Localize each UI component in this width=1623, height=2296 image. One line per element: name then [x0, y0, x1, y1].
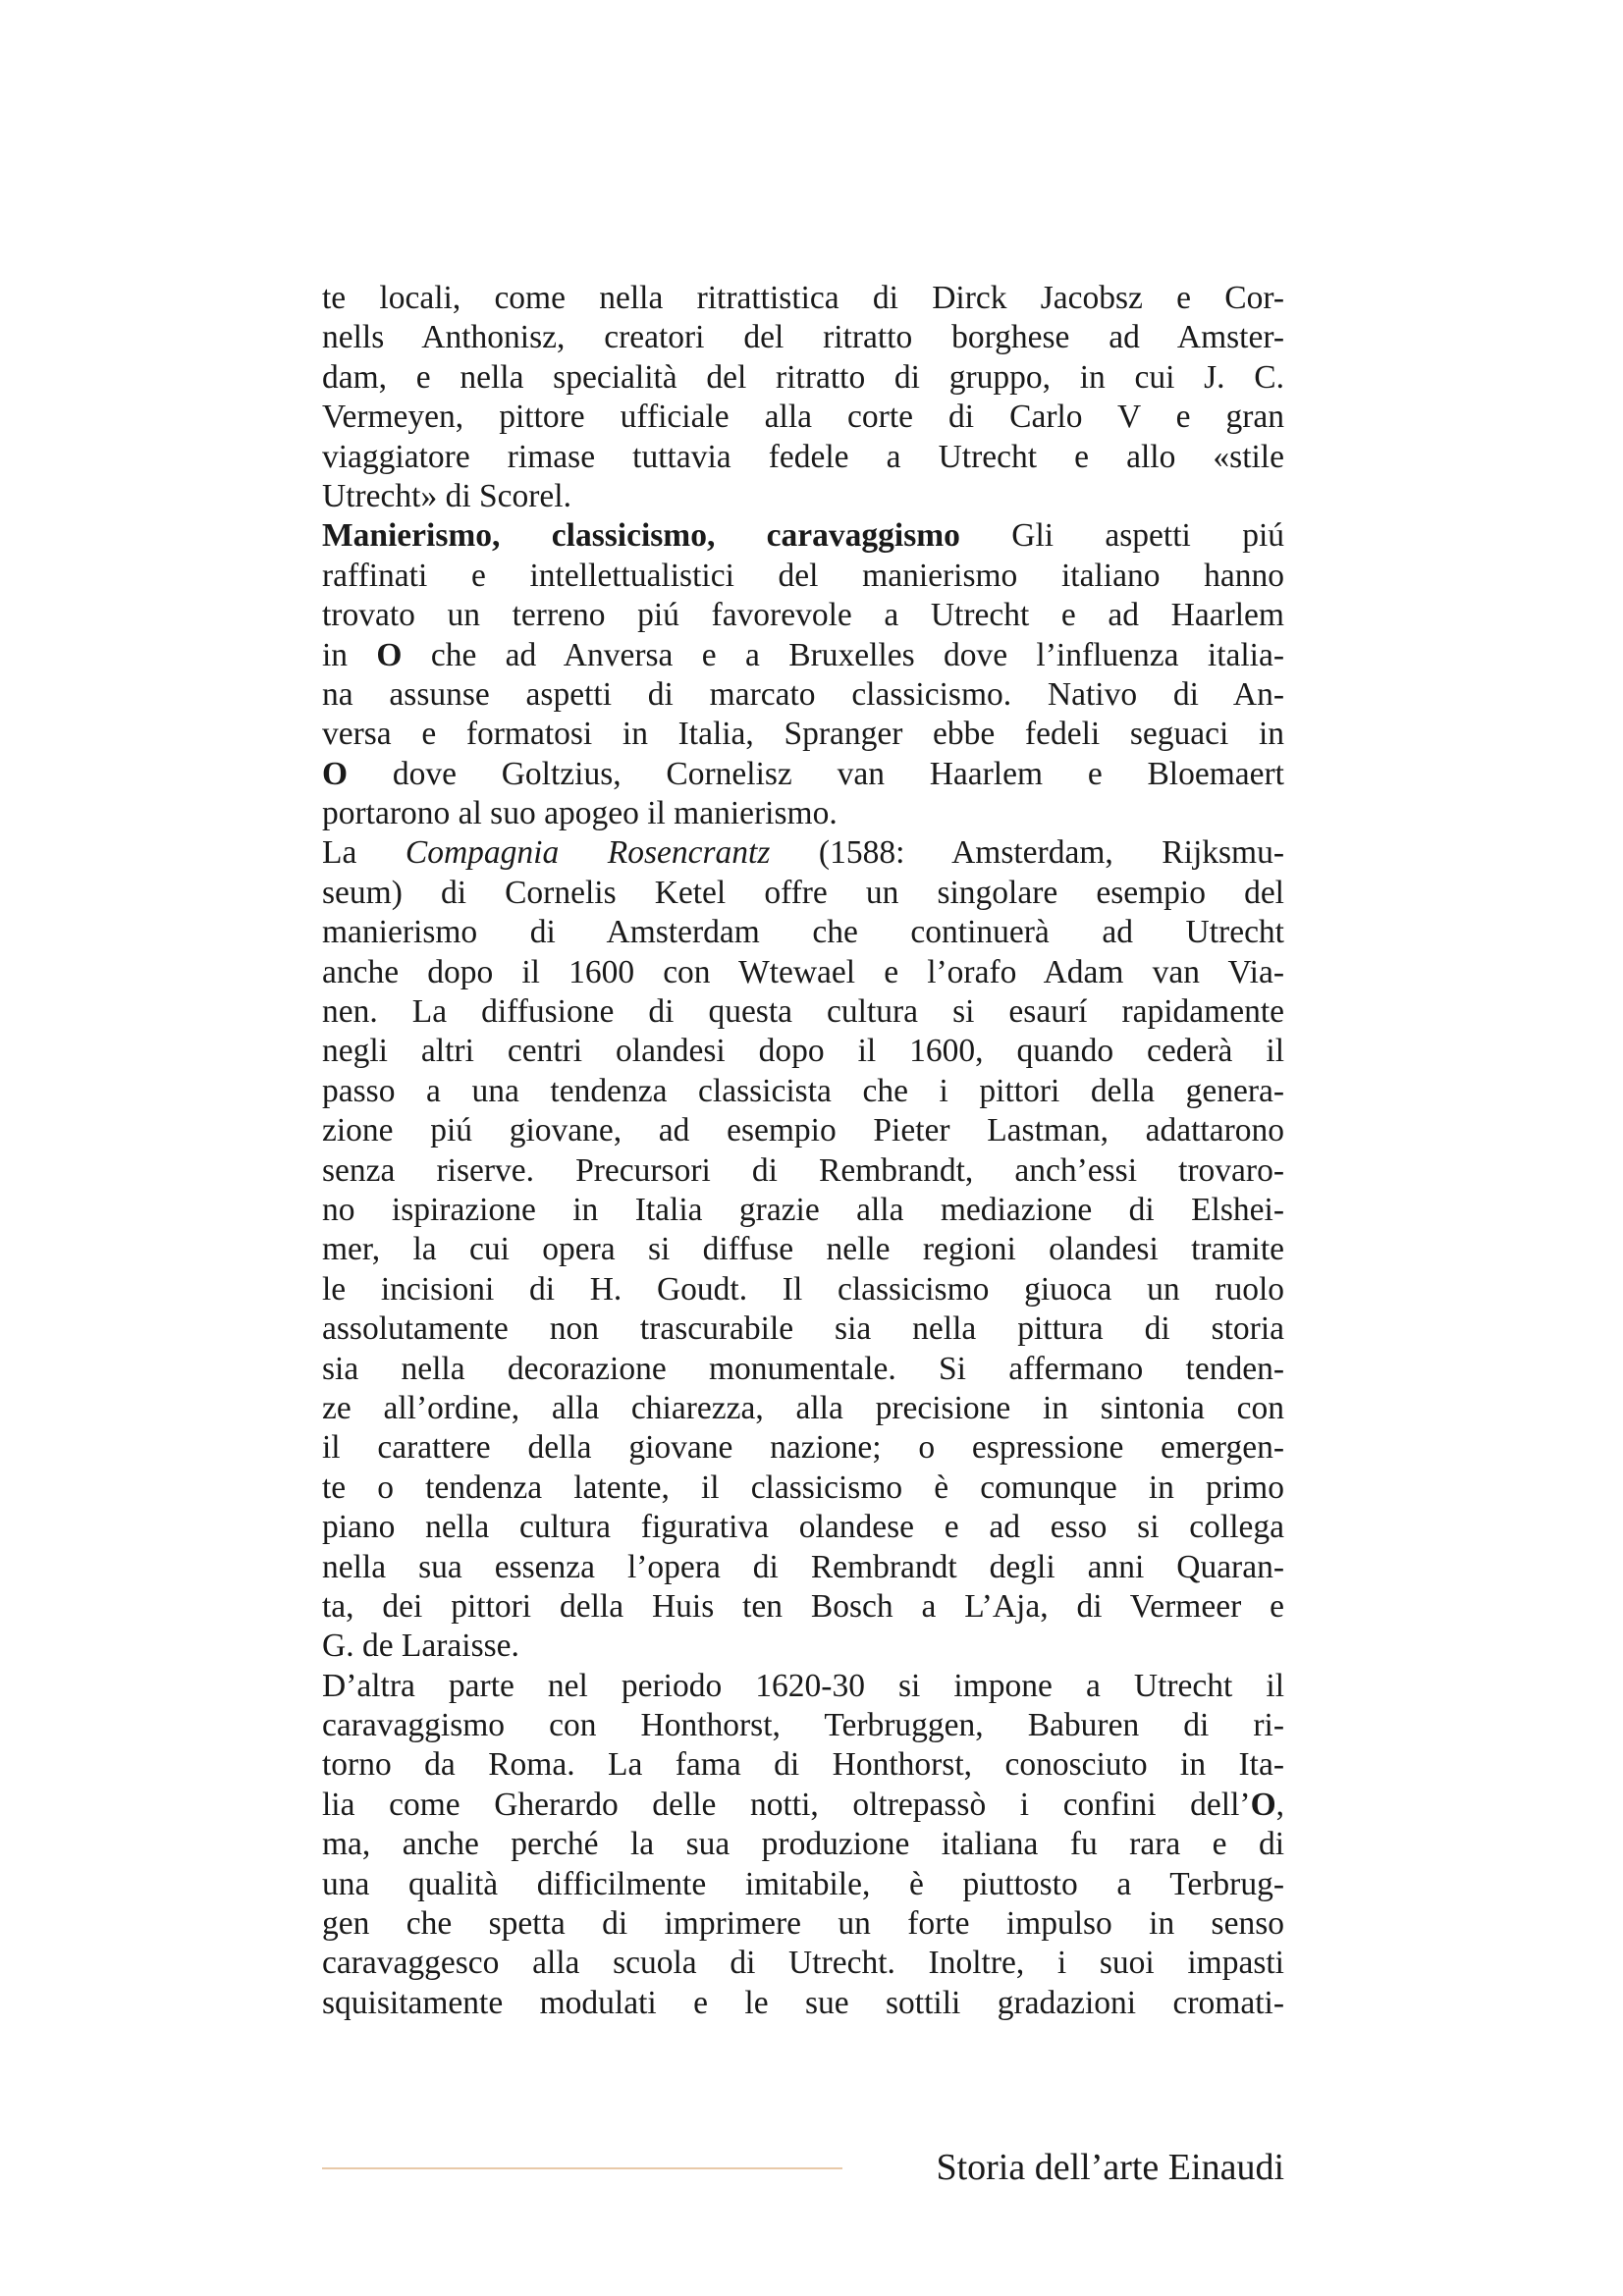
text-fragment: dove Goltzius, Cornelisz van Haarlem e Bloemaert [348, 755, 1284, 792]
text-line: seum) di Cornelis Ketel offre un singolare esempio del [322, 874, 1284, 911]
text-fragment: , [1275, 1786, 1284, 1823]
text-line: ma, anche perché la sua produzione italiana fu rara e di [322, 1826, 1284, 1863]
text-line: senza riserve. Precursori di Rembrandt, anch’essi trovaro- [322, 1151, 1284, 1189]
text-line: no ispirazione in Italia grazie alla mediazione di Elshei- [322, 1191, 1284, 1228]
text-line [322, 833, 1284, 873]
text-line: negli altri centri olandesi dopo il 1600, quando cederà il [322, 1033, 1284, 1070]
text-line: nella sua essenza l’opera di Rembrandt degli anni Quaran- [322, 1548, 1284, 1585]
text-line: G. de Laraisse. [322, 1628, 519, 1665]
text-line: D’altra parte nel periodo 1620-30 si impone a Utrecht il [322, 1667, 1284, 1704]
section-heading: Manierismo, classicismo, caravaggismo [322, 517, 960, 555]
footer-rule [322, 2167, 842, 2169]
text-line [322, 636, 1284, 675]
text-line: versa e formatosi in Italia, Spranger ebbe fedeli seguaci in [322, 716, 1284, 753]
text-line [322, 755, 1284, 794]
text-line: te o tendenza latente, il classicismo è comunque in primo [322, 1468, 1284, 1506]
text-line: le incisioni di H. Goudt. Il classicismo giuoca un ruolo [322, 1270, 1284, 1308]
body-text [322, 279, 1284, 2023]
text-fragment: in [322, 636, 377, 673]
text-line: torno da Roma. La fama di Honthorst, conosciuto in Ita- [322, 1746, 1284, 1784]
text-line: piano nella cultura figurativa olandese e ad esso si collega [322, 1509, 1284, 1546]
text-line: na assunse aspetti di marcato classicismo. Nativo di An- [322, 675, 1284, 713]
text-line: Vermeyen, pittore ufficiale alla corte di Carlo V e gran [322, 399, 1284, 436]
text-line: gen che spetta di imprimere un forte impulso in senso [322, 1905, 1284, 1943]
text-line [322, 1786, 1284, 1825]
text-line: ze all’ordine, alla chiarezza, alla precisione in sintonia con [322, 1389, 1284, 1426]
text-line: squisitamente modulati e le sue sottili gradazioni cromati- [322, 1984, 1284, 2021]
text-line: Utrecht» di Scorel. [322, 477, 571, 514]
text-line: viaggiatore rimase tuttavia fedele a Utrecht e allo «stile [322, 438, 1284, 475]
text-fragment: Gli aspetti piú [959, 517, 1284, 555]
entry-abbreviation: O [322, 755, 349, 792]
text-line: te locali, come nella ritrattistica di Dirck Jacobsz e Cor- [322, 280, 1284, 316]
artwork-title: Compagnia Rosencrantz [405, 834, 771, 872]
text-line: zione piú giovane, ad esempio Pieter Lastman, adattarono [322, 1112, 1284, 1149]
text-line: trovato un terreno piú favorevole a Utrecht e ad Haarlem [322, 597, 1284, 634]
footer-title: Storia dell’arte Einaudi [936, 2147, 1284, 2188]
text-line: sia nella decorazione monumentale. Si affermano tenden- [322, 1350, 1284, 1387]
text-fragment: (1588: Amsterdam, Rijksmu- [770, 834, 1284, 872]
text-line: dam, e nella specialità del ritratto di gruppo, in cui J. C. [322, 358, 1284, 396]
text-line: il carattere della giovane nazione; o espressione emergen- [322, 1429, 1284, 1467]
text-fragment: che ad Anversa e a Bruxelles dove l’influenza italia- [402, 636, 1285, 673]
text-line: mer, la cui opera si diffuse nelle regioni olandesi tramite [322, 1231, 1284, 1268]
text-line: portarono al suo apogeo il manierismo. [322, 795, 838, 832]
text-fragment: La [322, 834, 406, 872]
text-line: caravaggesco alla scuola di Utrecht. Inoltre, i suoi impasti [322, 1945, 1284, 1982]
text-line: ta, dei pittori della Huis ten Bosch a L’Aja, di Vermeer e [322, 1587, 1284, 1625]
text-line: manierismo di Amsterdam che continuerà ad Utrecht [322, 914, 1284, 951]
text-fragment: lia come Gherardo delle notti, oltrepassò i confini dell’ [322, 1786, 1251, 1823]
entry-abbreviation: O [376, 636, 403, 673]
text-line: caravaggismo con Honthorst, Terbruggen, Baburen di ri- [322, 1707, 1284, 1744]
text-line: passo a una tendenza classicista che i pittori della genera- [322, 1072, 1284, 1109]
text-line: anche dopo il 1600 con Wtewael e l’orafo Adam van Via- [322, 953, 1284, 990]
entry-abbreviation: O [1250, 1786, 1276, 1823]
text-line [322, 516, 1284, 556]
text-line: una qualità difficilmente imitabile, è piuttosto a Terbrug- [322, 1865, 1284, 1902]
text-line: nen. La diffusione di questa cultura si esaurí rapidamente [322, 993, 1284, 1031]
text-line: nells Anthonisz, creatori del ritratto borghese ad Amster- [322, 319, 1284, 356]
text-line: raffinati e intellettualistici del manierismo italiano hanno [322, 557, 1284, 594]
text-line: assolutamente non trascurabile sia nella pittura di storia [322, 1310, 1284, 1348]
